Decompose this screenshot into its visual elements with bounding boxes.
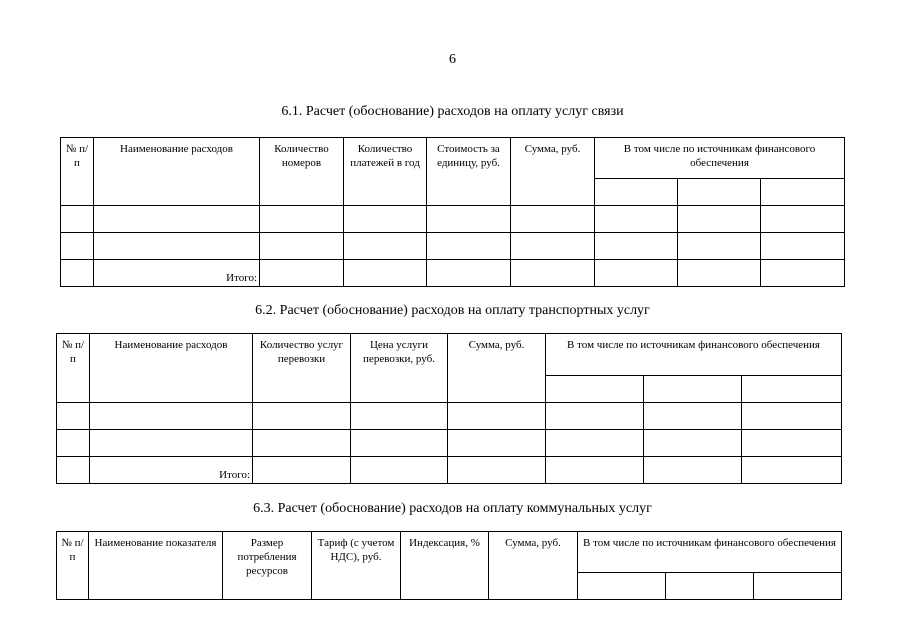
header-consumption: Размер потребления ресурсов — [223, 532, 312, 600]
total-row — [61, 260, 845, 287]
table-row — [57, 430, 842, 457]
source-cell — [754, 573, 842, 600]
header-num: № п/п — [61, 138, 94, 206]
source-cell — [678, 179, 761, 206]
header-num: № п/п — [57, 334, 90, 403]
table-row — [57, 403, 842, 430]
header-sources: В том числе по источникам финансового обеспечения — [595, 138, 845, 179]
total-row — [57, 457, 842, 484]
header-name: Наименование показателя — [89, 532, 223, 600]
section-title-communication: 6.1. Расчет (обоснование) расходов на оплату услуг связи — [281, 104, 624, 119]
source-cell — [644, 376, 742, 403]
total-label: Итого: — [94, 260, 260, 287]
header-unit-cost: Стоимость за единицу, руб. — [427, 138, 511, 206]
header-sum: Сумма, руб. — [489, 532, 578, 600]
utilities-expenses-table — [56, 531, 842, 600]
header-sources: В том числе по источникам финансового обеспечения — [578, 532, 842, 573]
source-cell — [761, 179, 845, 206]
table-row — [61, 233, 845, 260]
section-title-transport: 6.2. Расчет (обоснование) расходов на оплату транспортных услуг — [255, 303, 650, 318]
source-cell — [742, 376, 842, 403]
header-count: Количество номеров — [260, 138, 344, 206]
table-row — [61, 206, 845, 233]
header-indexation: Индексация, % — [401, 532, 489, 600]
header-tariff: Тариф (с учетом НДС), руб. — [312, 532, 401, 600]
header-sum: Сумма, руб. — [448, 334, 546, 403]
header-count: Количество услуг перевозки — [253, 334, 351, 403]
header-payments: Количество платежей в год — [344, 138, 427, 206]
source-cell — [595, 179, 678, 206]
source-cell — [578, 573, 666, 600]
communication-expenses-table — [60, 137, 845, 287]
source-cell — [666, 573, 754, 600]
header-sources: В том числе по источникам финансового обеспечения — [546, 334, 842, 376]
header-num: № п/п — [57, 532, 89, 600]
header-name: Наименование расходов — [94, 138, 260, 206]
total-label: Итого: — [90, 457, 253, 484]
header-sum: Сумма, руб. — [511, 138, 595, 206]
section-title-utilities: 6.3. Расчет (обоснование) расходов на оплату коммунальных услуг — [253, 501, 652, 516]
page-number: 6 — [449, 52, 456, 67]
header-name: Наименование расходов — [90, 334, 253, 403]
transport-expenses-table — [56, 333, 842, 484]
header-price: Цена услуги перевозки, руб. — [351, 334, 448, 403]
source-cell — [546, 376, 644, 403]
